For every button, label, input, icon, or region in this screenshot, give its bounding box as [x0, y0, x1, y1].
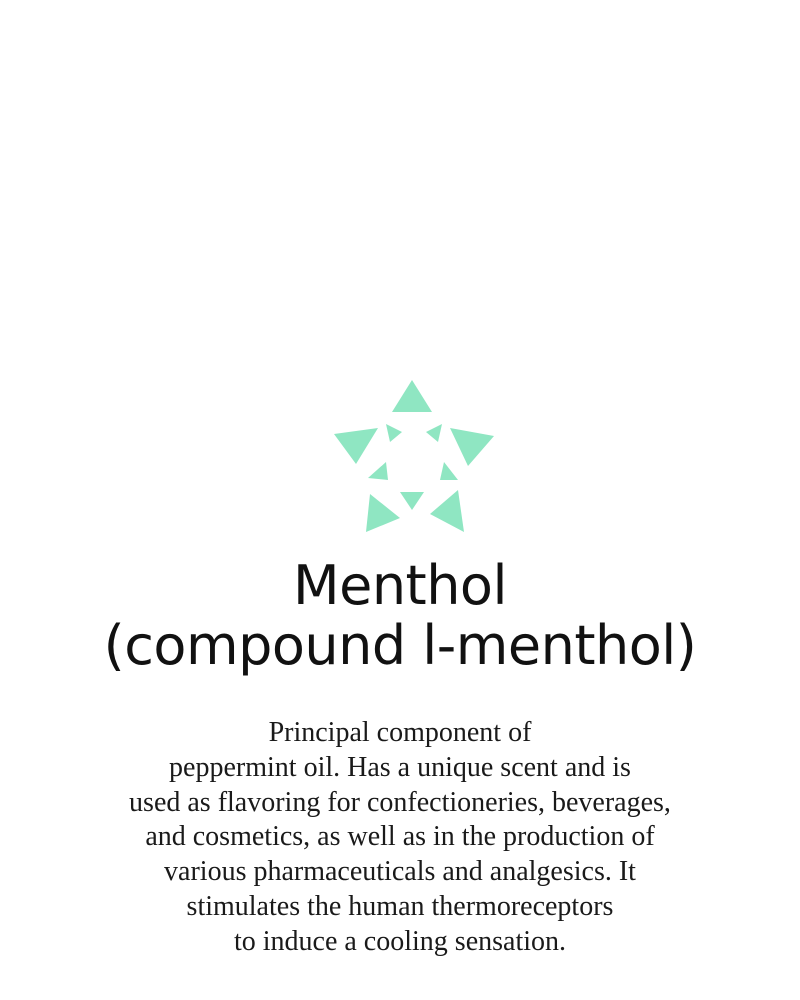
description-line: to induce a cooling sensation.: [233, 925, 567, 957]
inner-point-bottom: [400, 492, 424, 510]
page-title: [0, 556, 800, 676]
inner-point-top-right: [426, 424, 442, 442]
description-line: Principal component of: [268, 717, 532, 748]
star-point-top: [392, 380, 432, 412]
emblem-shapes: [334, 380, 494, 532]
description: [0, 716, 800, 960]
menthol-star-icon: [330, 376, 498, 536]
star-point-left: [334, 428, 378, 464]
title-line-1: Menthol: [293, 554, 507, 617]
star-point-bottom-left: [366, 494, 400, 532]
inner-point-top-left: [386, 424, 402, 442]
inner-point-left: [368, 462, 388, 480]
star-point-right: [450, 428, 494, 466]
description-line: stimulates the human thermoreceptors: [186, 890, 614, 922]
description-line: and cosmetics, as well as in the production of: [145, 821, 655, 853]
star-point-bottom-right: [430, 490, 464, 532]
description-line: used as flavoring for confectioneries, beverages,: [129, 786, 671, 818]
description-line: peppermint oil. Has a unique scent and is: [169, 751, 631, 783]
title-line-2: (compound l-menthol): [103, 614, 697, 677]
description-line: various pharmaceuticals and analgesics. It: [164, 856, 636, 888]
inner-point-right: [440, 462, 458, 480]
